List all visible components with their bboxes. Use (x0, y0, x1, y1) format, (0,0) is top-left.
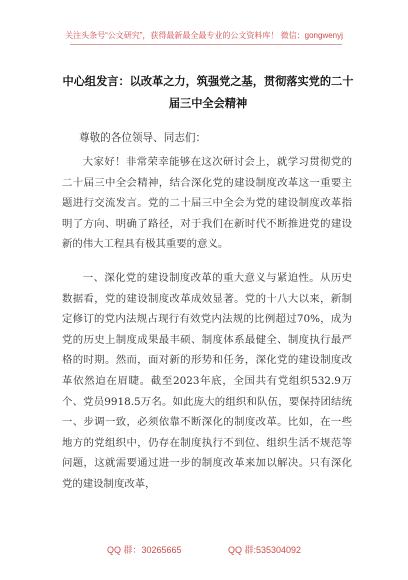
footer-contact (0, 543, 408, 556)
salutation: 尊敬的各位领导、同志们： (79, 132, 207, 144)
document-title: 中心组发言：以改革之力，筑强党之基，贯彻落实党的二十届三中全会精神 (62, 74, 354, 110)
paragraph-section-one: 一、深化党的建设制度改革的重大意义与紧迫性。从历史数据看，党的建设制度改革成效显著。党的十八大以来，新制定修订的党内法规占现行有效党内法规的比例超过70%，成为党的历史上制度成果最丰硕、制度体系最健全、制度执行最严格的时期。然而，面对新的形势和任务，深化党的建设制度改革依然迫在眉睫。截至2023年底，全国共有党组织532.9万个、党员9918.5万名。如此庞大的组织和队伍，要保持团结统一、步调一致，必须依靠不断深化的制度改革。比如，在一些地方的党组织中，仍存在制度执行不到位、组织生活不规范等问题，这就需要通过进一步的制度改革来加以解决。只有深化党的建设制度改革， (62, 272, 352, 490)
header-divider (70, 44, 342, 45)
footer-qq-group-2: QQ 群:535304092 (228, 545, 302, 555)
footer-qq-group-1: QQ 群：30265665 (106, 545, 182, 555)
header-promo-text: 关注头条号“公文研究”，获得最新最全最专业的公文资料库！ 微信：gongwenyj (65, 31, 343, 40)
paragraph-opening: 大家好！非常荣幸能够在这次研讨会上，就学习贯彻党的二十届三中全会精神，结合深化党的建设制度改革这一重要主题进行交流发言。党的二十届三中全会为党的建设制度改革指明了方向、明确了路径，对于我们在新时代不断推进党的建设新的伟大工程具有极其重要的意义。 (62, 156, 352, 251)
